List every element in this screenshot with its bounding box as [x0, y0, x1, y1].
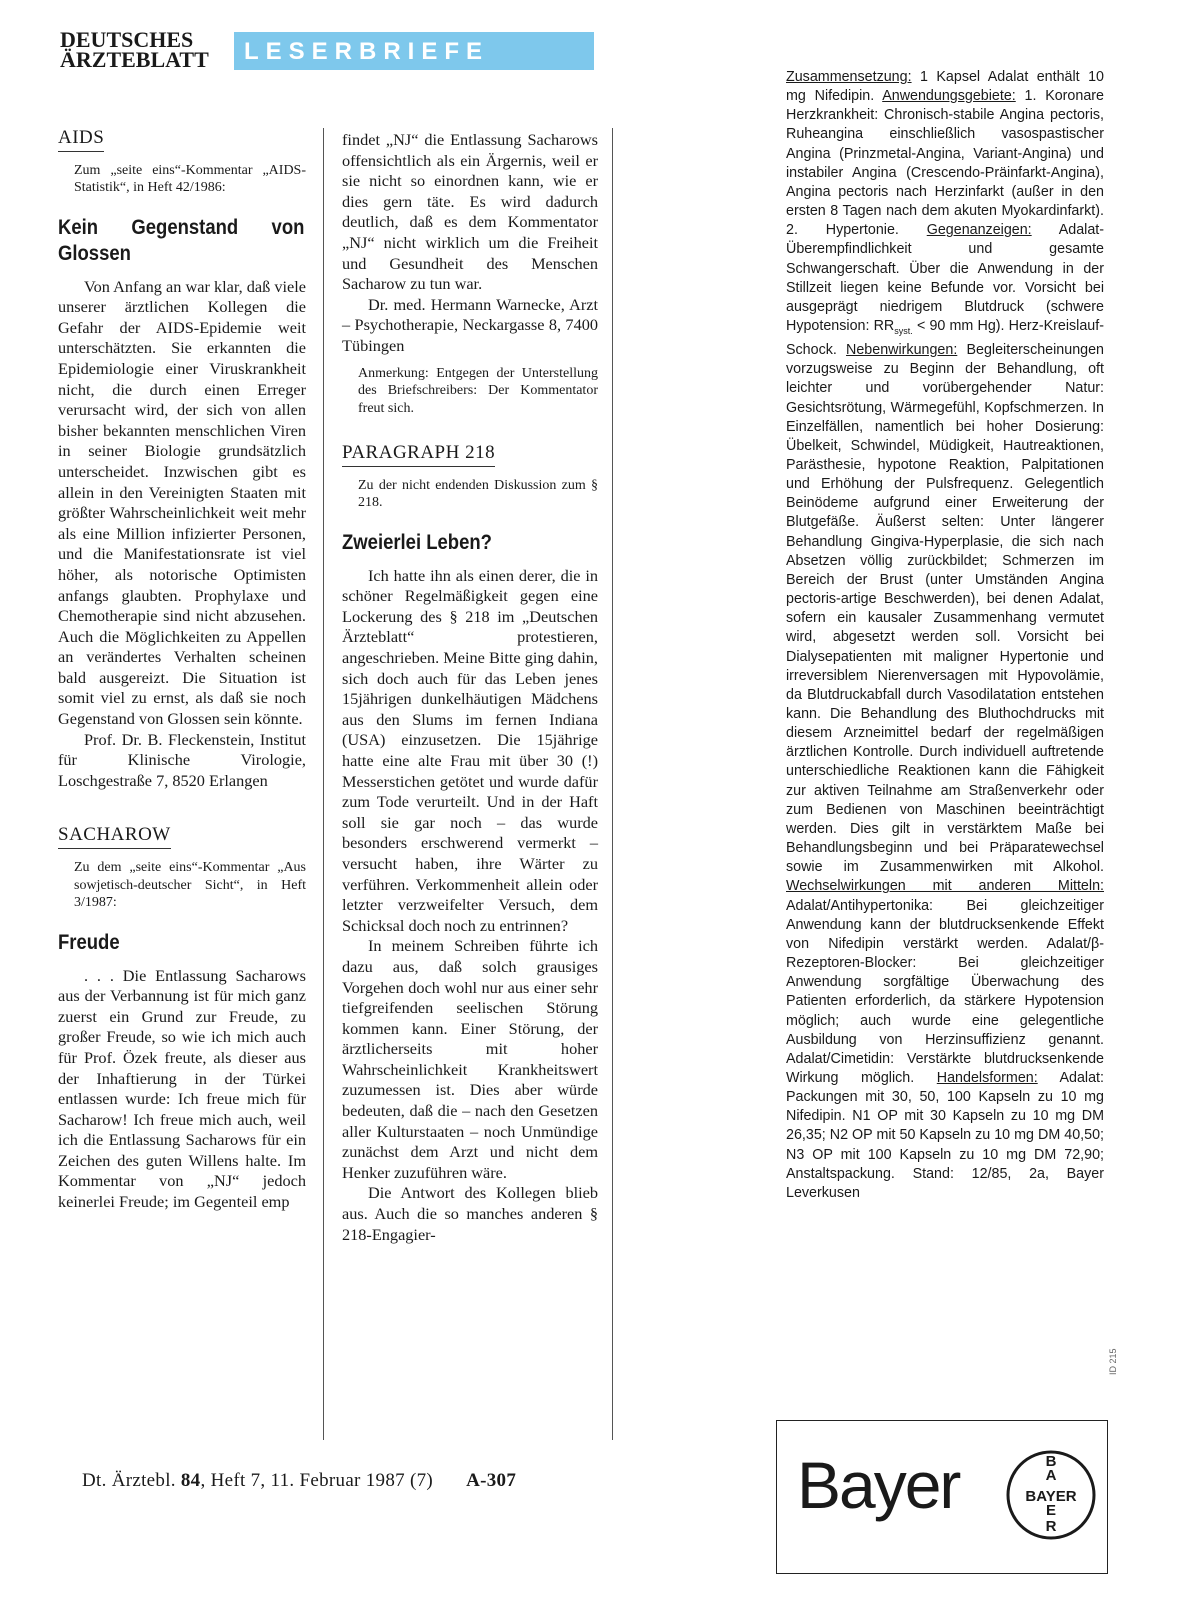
letter-paragraph: Die Antwort des Kollegen blieb aus. Auch die so manches anderen § 218-Engagier-: [342, 1183, 598, 1244]
text-handelsformen: Adalat: Packungen mit 30, 50, 100 Kapseln zu 10 mg Nifedipin. N1 OP mit 30 Kapseln zu 10 mg DM 26,35; N2 OP mit 50 Kapseln zu 10 mg DM 40,50; N3 OP mit 100 Kapseln zu 10 mg DM 72,90; Anstaltspackung. Stand: 12/85, 2a, Bayer Leverkusen: [786, 1069, 1104, 1201]
cross-letter-vertical: B: [1045, 1453, 1057, 1470]
drug-info-text: [786, 68, 1104, 1203]
letter-signature-aids: Prof. Dr. B. Fleckenstein, Institut für Klinische Virologie, Loschgestraße 7, 8520 Erlangen: [58, 729, 306, 790]
letter-paragraph: . . . Die Entlassung Sacharows aus der Verbannung ist für mich ganz zuerst ein Grund zur Freude, zu großer Freude, so wie ich mich auch für Prof. Özek freute, als dieser aus der Inhaftierung in der Türkei entlassen wurde: Ich freue mich für Sacharow! Ich freue mich auch, weil ich die Entlassung Sacharows für ein Zeichen des guten Willens halte. Im Kommentar von „NJ“ jedoch keinerlei Freude; im Gegenteil emp: [58, 965, 306, 1212]
letter-body-sacharow-start: [58, 966, 306, 1213]
letter-paragraph: In meinem Schreiben führte ich dazu aus, daß solch grausiges Vorgehen doch wohl nur aus einer sehr tiefgreifenden seelischen Störung kommen kann. Einer Störung, der ärztlicherseits mit hoher Wahrscheinlichkeit Krankheitswert zuzumessen ist. Dies aber würde bedeuten, daß die – nach den Gesetzen aller Kulturstaaten – noch Unmündige zunächst dem Arzt und nicht dem Henker zuzuführen wäre.: [342, 936, 598, 1182]
cross-word-horizontal: BAYER: [1025, 1488, 1077, 1505]
subscript-syst: syst.: [894, 325, 913, 336]
editor-note: Anmerkung: Entgegen der Unterstellung des Briefschreibers: Der Kommentator freut sich.: [358, 365, 598, 416]
letter-signature-sacharow: Dr. med. Hermann Warnecke, Arzt – Psychotherapie, Neckargasse 8, 7400 Tübingen: [342, 294, 598, 355]
journal-name-line2: ÄRZTEBLATT: [60, 47, 209, 72]
section-head-paragraph218: PARAGRAPH 218: [342, 443, 495, 467]
text-zusammensetzung: 1 Kapsel Adalat enthält 10 mg Nifedipin.: [786, 69, 1104, 105]
masthead: [60, 27, 600, 74]
letter-title-aids: Kein Gegenstand von Glossen: [58, 215, 305, 265]
footer-volume: 84: [180, 1470, 201, 1491]
letter-body-sacharow-cont: [342, 130, 598, 357]
footer-page-number: A-307: [466, 1470, 517, 1491]
letter-intro-aids: Zum „seite eins“-Kommentar „AIDS-Statistik“, in Heft 42/1986:: [74, 162, 306, 196]
letter-paragraph: findet „NJ“ die Entlassung Sacharows offensichtlich als ein Ärgernis, weil er sie nicht so einordnen kann, wie er dies gern täte. Es wird dadurch deutlich, daß es dem Kommentator „NJ“ nicht wirklich um die Freiheit und Gesundheit des Menschen Sacharow zu tun war.: [342, 130, 598, 294]
cross-letter-vertical: A: [1045, 1467, 1057, 1484]
letter-paragraph: Von Anfang an war klar, daß viele unserer ärztlichen Kollegen die Gefahr der AIDS-Epidemie weit unterschätzten. Sie erkannten die Epidemiologie einer Viruskrankheit nicht, die durch einen Erreger verursacht wird, der sich von allen bisher bekannten menschlichen Viren in seiner Biologie grundsätzlich unterscheidet. Inzwischen gibt es allein in den Vereinigten Staaten mit größter Wahrscheinlichkeit weit mehr als eine Million infizierter Personen, und die Manifestationsrate ist viel höher, als notorische Optimisten anfangs glaubten. Prophylaxe und Chemotherapie sind nicht abzusehen. Auch die Möglichkeiten zu Appellen an verändertes Verhalten scheinen bald ausgereizt. Die Situation ist somit viel zu ernst, als daß sie noch Gegenstand von Glossen sein könnte.: [58, 276, 306, 729]
label-wechselwirkungen: Wechselwirkungen mit anderen Mitteln:: [786, 878, 1104, 895]
column-1: [58, 128, 306, 1213]
column-2: [342, 130, 598, 1245]
section-band: [234, 32, 594, 70]
text-anwendungsgebiete: 1. Koronare Herzkrankheit: Chronisch-stabile Angina pectoris, Ruheangina einschließlich vasospastischer Angina (Prinzmetal-Angina, Variant-Angina) und instabiler Angina (Crescendo-Präinfarkt-Angina), Angina pectoris nach Herzinfarkt (außer in den ersten 8 Tagen nach dem akuten Myokardinfarkt). 2. Hypertonie.: [786, 88, 1105, 239]
letter-intro-paragraph218: Zu der nicht endenden Diskussion zum § 218.: [358, 477, 598, 511]
text-wechselwirkungen: Adalat/Antihypertonika: Bei gleichzeitiger Anwendung kann der blutdrucksenkende Effekt von Nifedipin verstärkt werden. Adalat/β-Rezeptoren-Blocker: Bei gleichzeitiger Anwendung sorgfältige Überwachung des Patienten erforderlich, da stärkere Hypotension möglich; auch wurde eine gelegentliche Ausbildung von Herzinsuffizienz genannt. Adalat/Cimetidin: Verstärkte blutdrucksenkende Wirkung möglich.: [786, 897, 1104, 1086]
label-nebenwirkungen: Nebenwirkungen:: [846, 342, 958, 359]
section-label: LESERBRIEFE: [244, 38, 490, 65]
footer-citation-pre: Dt. Ärztebl.: [82, 1470, 181, 1491]
bayer-cross-logo: [1005, 1449, 1097, 1541]
bayer-logo-box: [776, 1420, 1108, 1574]
letter-title-sacharow: Freude: [58, 930, 120, 954]
cross-letter-vertical: E: [1045, 1502, 1057, 1519]
cross-letter-vertical: R: [1045, 1518, 1057, 1535]
section-head-sacharow: SACHAROW: [58, 825, 171, 849]
section-head-aids: AIDS: [58, 128, 104, 152]
letter-paragraph: Ich hatte ihn als einen derer, die in schöner Regelmäßigkeit gegen eine Lockerung des § 218 im „Deutschen Ärzteblatt“ protestieren, angeschrieben. Meine Bitte ging dahin, sich doch auch für das Leben jenes 15jährigen dunkelhäutigen Mädchens aus den Slums im fernen Indiana (USA) einzusetzen. Die 15jährige hatte eine alte Frau mit über 30 (!) Messerstichen getötet und wurde dafür zum Tode verurteilt. Und in der Haft soll sie gar noch – das wurde besonders erschwerend vermerkt – versucht haben, ihre Wärter zu verführen. Verkommenheit allein oder letzter verzweifelter Versuch, dem Schicksal doch noch zu entrinnen?: [342, 565, 598, 935]
letter-intro-sacharow: Zu dem „seite eins“-Kommentar „Aus sowjetisch-deutscher Sicht“, in Heft 3/1987:: [74, 860, 306, 911]
letter-body-paragraph218: [342, 566, 598, 1246]
label-zusammensetzung: Zusammensetzung:: [786, 69, 912, 85]
bayer-wordmark: Bayer: [797, 1448, 960, 1522]
label-gegenanzeigen: Gegenanzeigen:: [926, 222, 1032, 239]
text-gegenanzeigen-end: < 90 mm Hg). Herz-Kreislauf-Schock.: [786, 318, 1104, 359]
page-footer: [82, 1470, 602, 1492]
label-handelsformen: Handelsformen:: [936, 1069, 1038, 1086]
text-nebenwirkungen: Begleiterscheinungen vorzugsweise zu Beginn der Behandlung, oft leichter und vorübergehender Natur: Gesichtsrötung, Wärmegefühl, Kopfschmerzen. In Einzelfällen, namentlich bei hoher Dosierung: Übelkeit, Schwindel, Müdigkeit, Hautreaktionen, Parästhesie, hypotone Reaktion, Palpitationen und Erhöhung der Pulsfrequenz. Gelegentlich Beinödeme aufgrund einer Erweiterung der Blutgefäße. Äußerst selten: Unter längerer Behandlung Gingiva-Hyperplasie, die sich nach Absetzen völlig zurückbildet; Schmerzen im Bereich der Brust (unter Umständen Angina pectoris-artige Beschwerden), bei denen Adalat, sofern ein kausaler Zusammenhang vermutet wird, abgesetzt werden soll. Vorsicht bei Dialysepatienten mit maligner Hypertonie und irreversiblem Nierenversagen mit Hypovolämie, da Blutdruckabfall durch Vasodilatation entstehen kann. Die Behandlung des Bluthochdrucks mit diesem Arzneimittel bedarf der regelmäßigen ärztlichen Kontrolle. Durch individuell auftretende unterschiedliche Reaktionen kann die Fähigkeit zur aktiven Teilnahme am Straßenverkehr oder zum Bedienen von Maschinen beeinträchtigt werden. Dies gilt in verstärktem Maße bei Behandlungsbeginn und bei Präparatewechsel sowie im Zusammenwirken mit Alkohol.: [786, 342, 1104, 876]
letter-title-paragraph218: Zweierlei Leben?: [342, 530, 492, 554]
footer-citation: , Heft 7, 11. Februar 1987 (7): [200, 1470, 434, 1491]
journal-name-line1: DEUTSCHES: [60, 27, 194, 52]
ad-code: ID 215: [1108, 1348, 1118, 1375]
column-divider-right: [612, 128, 613, 1440]
text-gegenanzeigen: Adalat-Überempfindlichkeit und gesamte Schwangerschaft. Über die Anwendung in der Stillzeit liegen keine Befunde vor. Vorsicht bei ausgeprägt niedrigem Blutdruck (schwere Hypotension: RR: [786, 222, 1105, 335]
column-divider-left: [323, 128, 324, 1440]
letter-body-aids: [58, 277, 306, 792]
label-anwendungsgebiete: Anwendungsgebiete:: [882, 88, 1016, 105]
drug-information: [786, 68, 1104, 1203]
